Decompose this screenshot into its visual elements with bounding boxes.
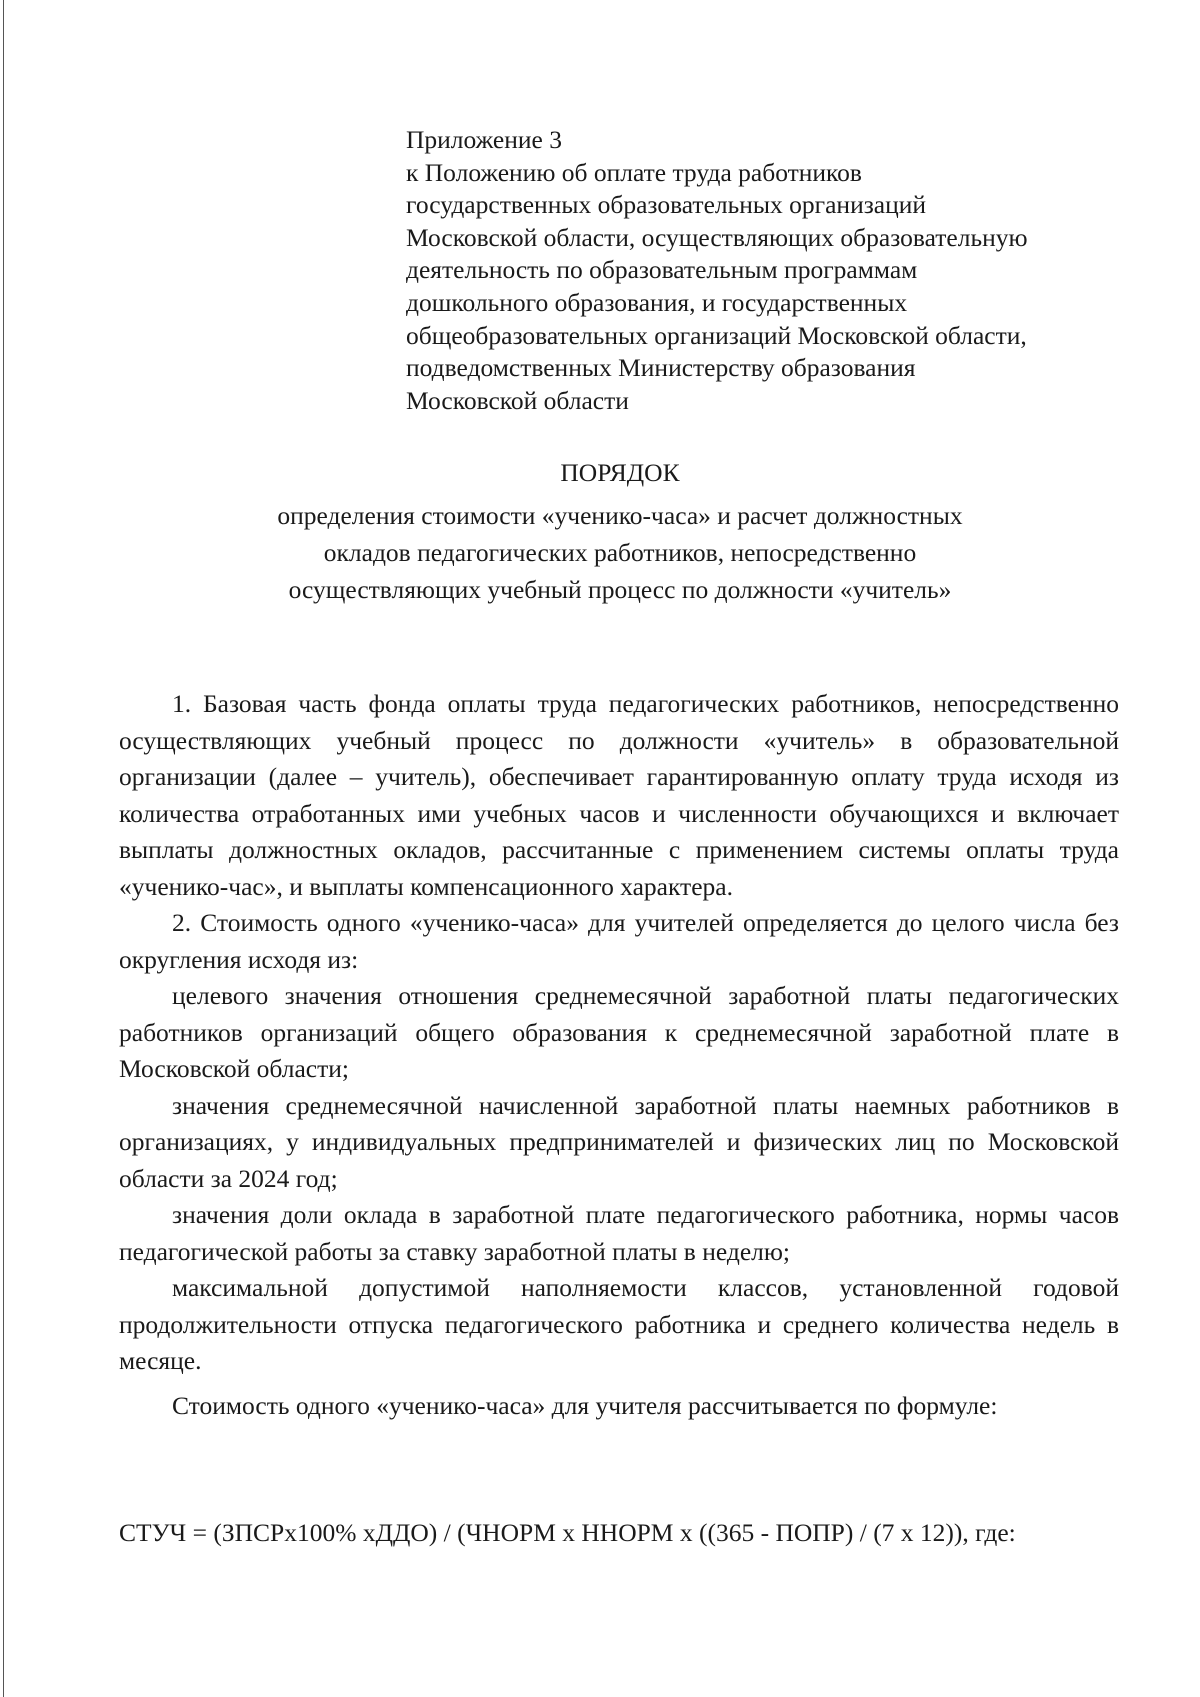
appendix-line: государственных образовательных организаций	[406, 190, 927, 220]
document-title: ПОРЯДОК	[560, 458, 680, 487]
paragraph-average-salary: значения среднемесячной начисленной заработной платы наемных работников в организациях, у индивидуальных предпринимателей и физических лиц по Московской области за 2024 год;	[119, 1090, 1119, 1193]
paragraph-target-ratio: целевого значения отношения среднемесячной заработной платы педагогических работников организаций общего образования к среднемесячной заработной плате в Московской области;	[119, 981, 1119, 1083]
appendix-line: деятельность по образовательным программам	[406, 255, 918, 285]
paragraph-formula-intro: Стоимость одного «ученико-часа» для учителя рассчитывается по формуле:	[172, 1390, 998, 1420]
subtitle-line: осуществляющих учебный процесс по должности «учитель»	[288, 575, 952, 604]
formula: СТУЧ = (ЗПСРх100% хДДО) / (ЧНОРМ х ННОРМ х ((365 - ПОПР) / (7 х 12)), где:	[119, 1518, 1016, 1547]
document-body	[119, 686, 1119, 1424]
appendix-line: общеобразовательных организаций Московской области,	[406, 320, 1027, 350]
appendix-line: Московской области	[406, 385, 629, 415]
appendix-line: Московской области, осуществляющих образовательную	[406, 222, 1028, 252]
paragraph-1: 1. Базовая часть фонда оплаты труда педагогических работников, непосредственно осуществляющих учебный процесс по должности «учитель» в образовательной организации (далее – учитель), обеспечивает гарантированную оплату труда исходя из количества отработанных ими учебных часов и численности обучающихся и включает выплаты должностных окладов, рассчитанные с применением системы оплаты труда «ученико-час», и выплаты компенсационного характера.	[119, 689, 1119, 901]
paragraph-class-capacity: максимальной допустимой наполняемости классов, установленной годовой продолжительности отпуска педагогического работника и среднего количества недель в месяце.	[119, 1273, 1119, 1375]
scan-edge-line	[3, 0, 4, 1697]
appendix-line: к Положению об оплате труда работников	[406, 157, 862, 187]
paragraph-salary-share: значения доли оклада в заработной плате педагогического работника, нормы часов педагогической работы за ставку заработной платы в неделю;	[119, 1200, 1119, 1266]
document-subtitle	[120, 497, 1120, 608]
appendix-line: Приложение 3	[406, 125, 562, 154]
subtitle-line: окладов педагогических работников, непосредственно	[323, 538, 917, 567]
appendix-line: подведомственных Министерству образования	[406, 353, 916, 383]
paragraph-2: 2. Стоимость одного «ученико-часа» для учителей определяется до целого числа без округления исходя из:	[119, 908, 1119, 974]
appendix-header	[406, 124, 1126, 417]
appendix-line: дошкольного образования, и государственных	[406, 287, 908, 317]
subtitle-line: определения стоимости «ученико-часа» и расчет должностных	[277, 501, 963, 530]
